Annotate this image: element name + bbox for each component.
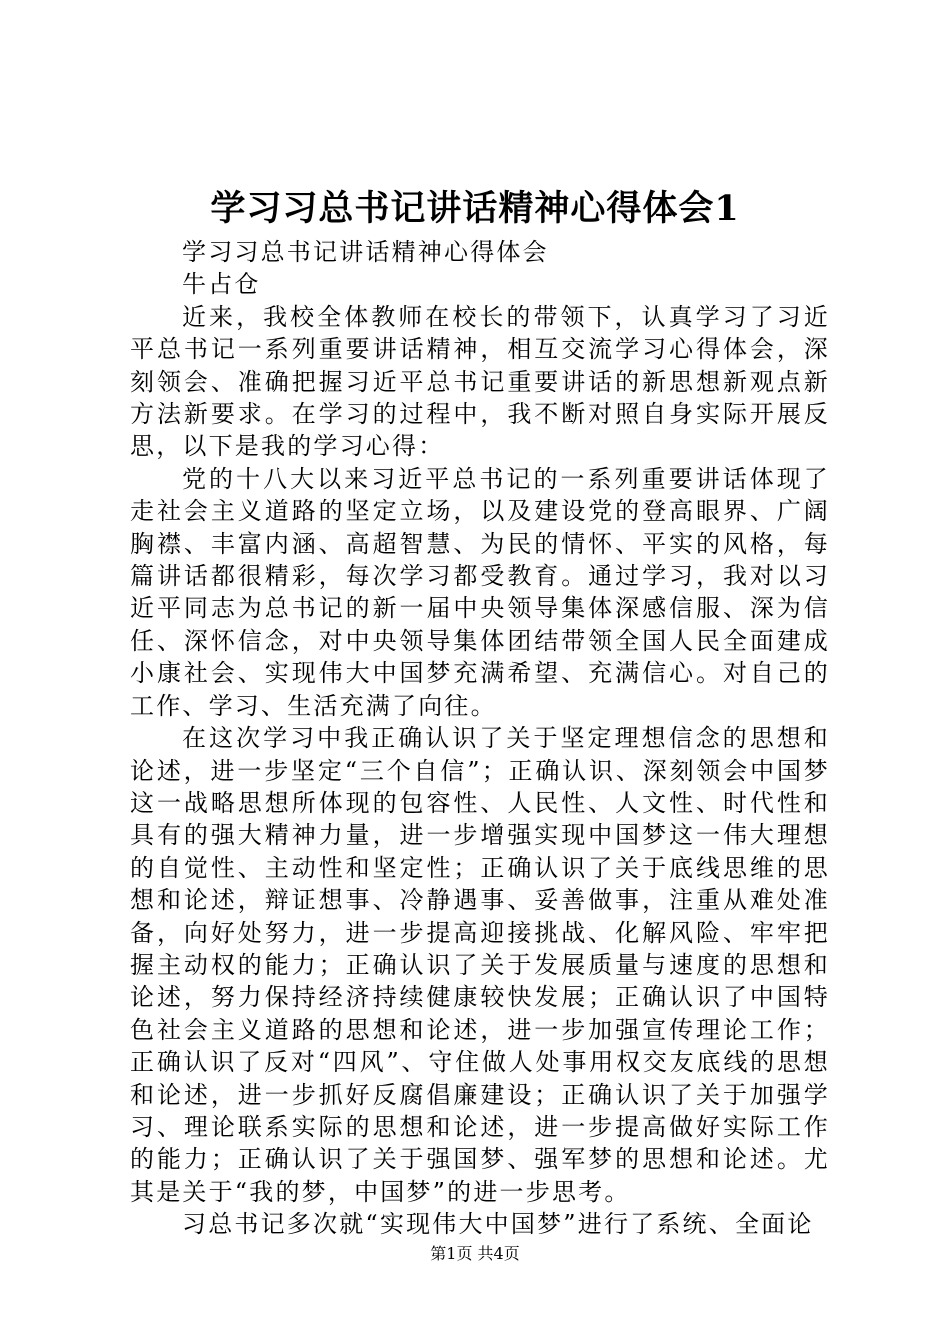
paragraph-body: 在这次学习中我正确认识了关于坚定理想信念的思想和论述，进一步坚定“三个自信”；正确认识、深刻领会中国梦这一战略思想所体现的包容性、人民性、人文性、时代性和具有的强大精神力量，进一步增强实现中国梦这一伟大理想的自觉性、主动性和坚定性；正确认识了关于底线思维的思想和论述，辩证想事、冷静遇事、妥善做事，注重从难处准备，向好处努力，进一步提高迎接挑战、化解风险、牢牢把握主动权的能力；正确认识了关于发展质量与速度的思想和论述，努力保持经济持续健康较快发展；正确认识了中国特色社会主义道路的思想和论述，进一步加强宣传理论工作；正确认识了反对“四风”、守住做人处事用权交友底线的思想和论述，进一步抓好反腐倡廉建设；正确认识了关于加强学习、理论联系实际的思想和论述，进一步提高做好实际工作的能力；正确认识了关于强国梦、强军梦的思想和论述。尤其是关于“我的梦，中国梦”的进一步思考。 bbox=[130, 724, 830, 1206]
page-number-footer: 第1页 共4页 bbox=[430, 1244, 520, 1263]
paragraph-author: 牛占仓 bbox=[182, 270, 261, 299]
document-body bbox=[130, 236, 830, 1241]
document-title: 学习习总书记讲话精神心得体会1 bbox=[210, 188, 740, 229]
paragraph-subtitle: 学习习总书记讲话精神心得体会 bbox=[182, 238, 549, 266]
paragraph-body: 习总书记多次就“实现伟大中国梦”进行了系统、全面论 bbox=[182, 1210, 814, 1239]
paragraph-body: 党的十八大以来习近平总书记的一系列重要讲话体现了走社会主义道路的坚定立场，以及建设党的登高眼界、广阔胸襟、丰富内涵、高超智慧、为民的情怀、平实的风格，每篇讲话都很精彩，每次学习都受教育。通过学习，我对以习近平同志为总书记的新一届中央领导集体深感信服、深为信任、深怀信念，对中央领导集体团结带领全国人民全面建成小康社会、实现伟大中国梦充满希望、充满信心。对自己的工作、学习、生活充满了向往。 bbox=[130, 464, 830, 720]
paragraph-intro: 近来，我校全体教师在校长的带领下，认真学习了习近平总书记一系列重要讲话精神，相互交流学习心得体会，深刻领会、准确把握习近平总书记重要讲话的新思想新观点新方法新要求。在学习的过程中，我不断对照自身实际开展反思，以下是我的学习心得： bbox=[130, 302, 830, 461]
